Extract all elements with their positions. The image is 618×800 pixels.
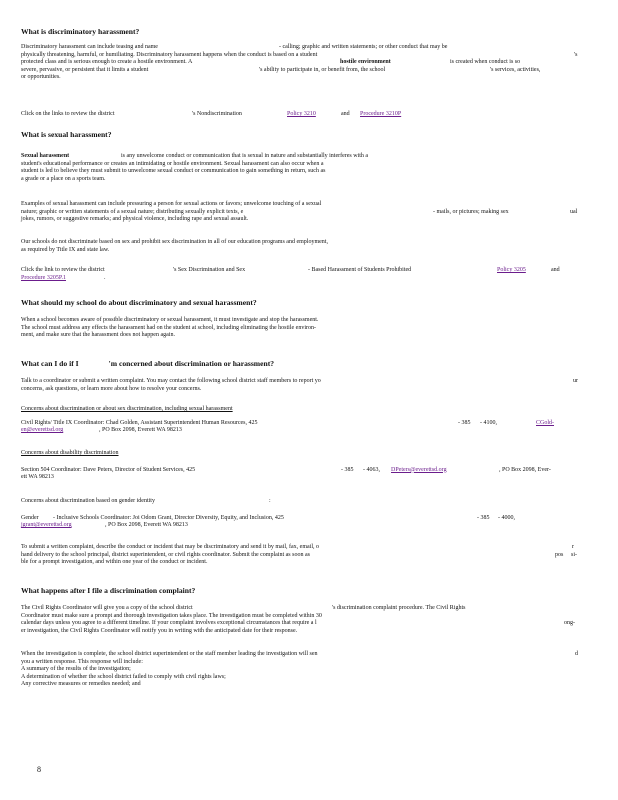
text: To submit a written complaint, describe the conduct or incident that may be discriminatory and send it by mail, fax, email, o [21,544,320,550]
heading-what-can-i-do [21,359,274,368]
contact-section-504-coordinator [21,450,579,482]
text: 's [574,51,578,58]
contact-civil-rights-coordinator [21,406,579,435]
link-procedure-3205p1[interactable]: Procedure 3205P.1 [21,274,66,281]
text: - 385 [341,466,354,473]
text: hand delivery to the school principal, district superintendent, or civil rights coordinator. Submit the complaint as soon as [21,551,310,558]
text: protected class and is serious enough to create a hostile environment. A [21,59,193,66]
text: , PO Box 2098, Everett WA 98213 [99,427,182,434]
page-number: 8 [37,765,41,774]
text: Our schools do not discriminate based on sex and prohibit sex discrimination in all of our education programs and employment, [21,239,328,245]
text: severe, pervasive, or persistent that it limits a student [21,66,149,73]
email-link-dpeters[interactable]: DPeters@everettsd.org [391,466,447,473]
text: ur [573,378,578,384]
text: . [104,274,106,281]
text: - calling; graphic and written statements; or other conduct that may be [279,44,448,50]
text: - 4063, [363,466,380,473]
text: Coordinator must make sure a prompt and thorough investigation takes place. The investigation must be completed within 30 [21,612,322,619]
text: and [341,111,350,117]
text: 's Sex Discrimination and Sex [173,267,246,273]
text: r [572,544,574,550]
text: - 385 [477,514,490,521]
text: student is led to believe they must submit to unwelcome sexual conduct or communication to gain something in return, such as [21,168,326,175]
paragraph-sexual-harassment-examples [21,201,579,224]
text: Click the link to review the district [21,267,105,273]
text: a grade or a place on a sports team. [21,175,106,182]
paragraph-nondiscrimination-links [21,111,579,119]
text: you a written response. This response will include: [21,658,143,665]
text: ual [570,208,578,215]
text: , PO Box 2098, Everett WA 98213 [105,522,188,529]
text: Examples of sexual harassment can include pressuring a person for sexual actions or favors; unwelcome touching of a sexual [21,201,322,207]
paragraph-sexual-harassment-definition [21,153,579,183]
email-link-cgolden[interactable]: CGold- [536,419,554,426]
text: - 4100, [480,419,497,426]
text: When the investigation is complete, the school district superintendent or the staff member leading the investigation will sen [21,651,318,657]
text: Click on the links to review the district [21,111,115,117]
text: is any unwelcome conduct or communication that is sexual in nature and substantially interferes with a [121,153,369,159]
list-item: A determination of whether the school district failed to comply with civil rights laws; [21,673,226,680]
text: as required by Title IX and state law. [21,246,110,253]
text: calendar days unless you agree to a different timeline. If your complaint involves exceptional circumstances that require a l [21,620,317,627]
text: , PO Box 2098, Ever- [499,466,551,473]
email-link-cgolden[interactable]: en@everettsd.org [21,427,64,434]
text: The Civil Rights Coordinator will give you a copy of the school district [21,605,193,611]
email-link-jgrant[interactable]: jgrant@everettsd.org [21,522,72,529]
paragraph-coordinator-process [21,605,579,635]
paragraph-sex-discrimination-links [21,267,579,282]
text: er investigation, the Civil Rights Coordinator will notify you in writing with the anticipated date for their response. [21,627,298,634]
text: ong- [564,620,575,627]
text: - 385 [458,419,471,426]
text: si- [571,551,577,558]
text: - mails, or pictures; making sex [433,208,509,215]
list-item: Any corrective measures or remedies needed; and [21,681,141,688]
text: pos [555,551,564,558]
text: or opportunities. [21,74,61,81]
heading-sexual-harassment: What is sexual harassment? [21,130,112,139]
paragraph-written-response [21,651,579,689]
contact-gender-inclusive-coordinator [21,498,579,530]
text: Talk to a coordinator or submit a written complaint. You may contact the following school district staff members to report yo [21,378,321,384]
text: : [269,498,271,504]
link-procedure-3210p[interactable]: Procedure 3210P [360,111,402,117]
text: Gender [21,514,39,521]
text: - Inclusive Schools Coordinator: Joi Odom Grant, Director Diversity, Equity, and Inclusion, 425 [53,514,284,521]
text: Discriminatory harassment can include teasing and name [21,44,158,50]
text: jokes, rumors, or suggestive remarks; and physical violence, including rape and sexual assault. [21,216,249,223]
term-sexual-harassment: Sexual harassment [21,153,70,159]
heading-part: What can I do if I [21,359,79,368]
text: The school must address any effects the harassment had on the student at school, including eliminating the hostile environ- [21,324,316,331]
heading-part: 'm concerned about discrimination or harassment? [108,359,275,368]
heading-discriminatory-harassment: What is discriminatory harassment? [21,27,140,36]
text: physically threatening, harmful, or humiliating. Discriminatory harassment happens when the conduct is based on a student [21,51,318,58]
text: ett WA 98213 [21,474,54,481]
text: student's educational performance or creates an intimidating or hostile environment. Sexual harassment can also occur when a [21,160,324,167]
text: 's discrimination complaint procedure. The Civil Rights [332,605,466,611]
text: Section 504 Coordinator: Dave Peters, Director of Student Services, 425 [21,466,196,473]
link-policy-3210[interactable]: Policy 3210 [287,111,316,117]
text: d [575,651,578,657]
paragraph-talk-to-coordinator [21,378,579,393]
contact-title: Concerns about discrimination or about sex discrimination, including sexual harassment [21,406,233,412]
link-policy-3205[interactable]: Policy 3205 [497,267,526,273]
contact-title: Concerns about discrimination based on gender identity [21,498,155,504]
paragraph-discriminatory-harassment [21,44,579,82]
heading-what-should-school-do: What should my school do about discriminatory and sexual harassment? [21,298,257,307]
paragraph-submit-complaint [21,544,579,567]
text: 's ability to participate in, or benefit from, the school [259,66,386,73]
paragraph-school-obligations [21,317,579,340]
heading-what-happens-after: What happens after I file a discrimination complaint? [21,586,196,595]
text: - Based Harassment of Students Prohibited [308,267,412,273]
text: ment, and make sure that the harassment does not happen again. [21,332,175,339]
list-item: A summary of the results of the investigation; [21,666,131,673]
text: is created when conduct is so [450,59,521,66]
text: ble for a prompt investigation, and within one year of the conduct or incident. [21,559,208,566]
text: 's Nondiscrimination [192,111,242,117]
text: When a school becomes aware of possible discriminatory or sexual harassment, it must investigate and stop the harassment. [21,317,319,323]
paragraph-title-ix [21,239,579,254]
text: nature; graphic or written statements of a sexual nature; distributing sexually explicit texts, e [21,208,244,215]
text: - 4000, [498,514,515,521]
text: 's services, activities, [490,66,541,73]
contact-title: Concerns about disability discrimination [21,450,119,456]
text: Civil Rights/ Title IX Coordinator: Chad Golden, Assistant Superintendent Human Resources, 425 [21,419,258,426]
term-hostile-environment: hostile environment [340,59,391,66]
text: and [551,267,560,273]
text: concerns, ask questions, or learn more about how to resolve your concerns. [21,385,202,392]
